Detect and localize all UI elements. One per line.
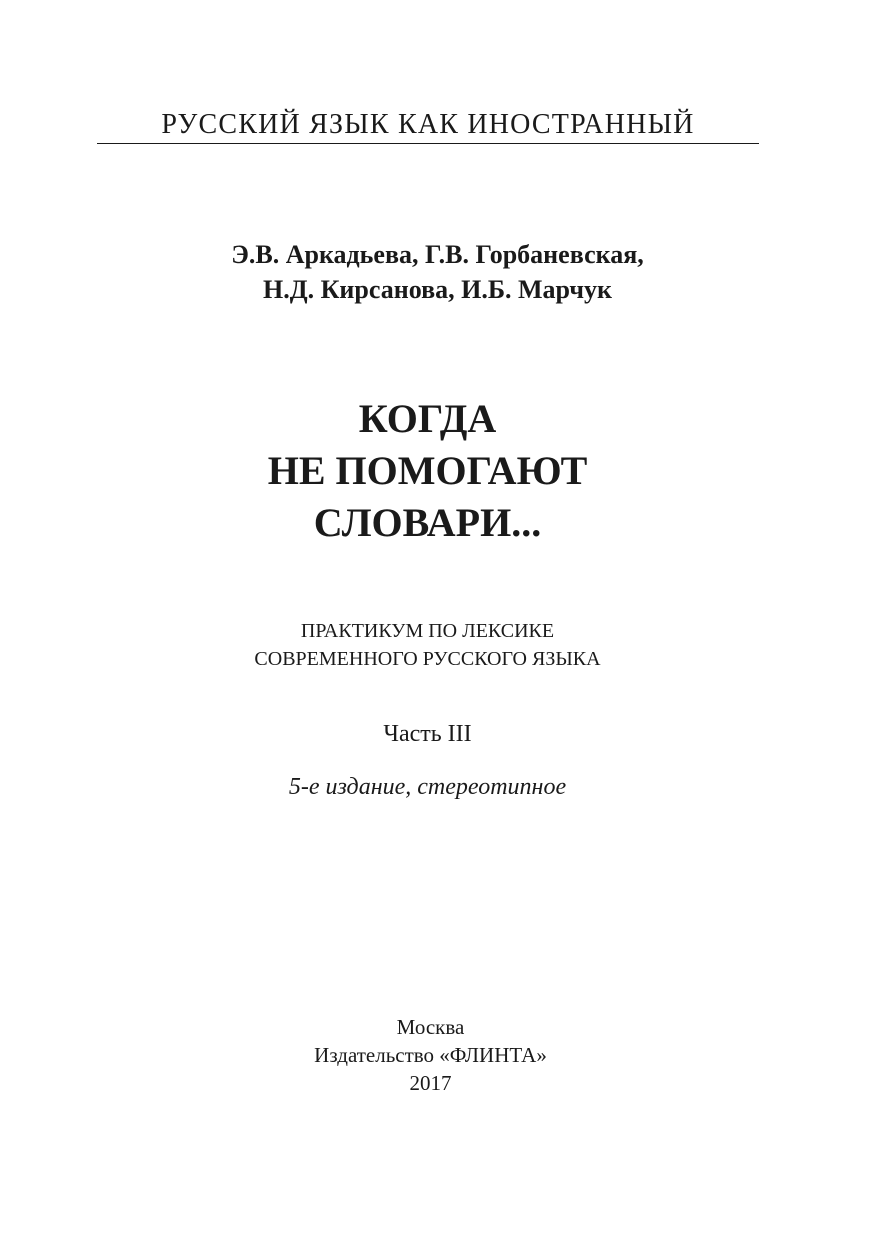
authors-block xyxy=(0,237,875,307)
imprint-block xyxy=(0,1013,861,1097)
subtitle-line-2: СОВРЕМЕННОГО РУССКОГО ЯЗЫКА xyxy=(254,648,601,670)
authors-line-2: Н.Д. Кирсанова, И.Б. Марчук xyxy=(262,275,613,304)
imprint-publisher: Издательство «ФЛИНТА» xyxy=(314,1043,547,1067)
book-title xyxy=(0,393,855,549)
title-line-3: СЛОВАРИ... xyxy=(313,500,542,545)
series-heading: РУССКИЙ ЯЗЫК КАК ИНОСТРАННЫЙ xyxy=(161,109,695,140)
part-number: Часть III xyxy=(383,721,472,747)
edition-note: 5-е издание, стереотипное xyxy=(288,774,567,800)
authors-line-1: Э.В. Аркадьева, Г.В. Горбаневская, xyxy=(231,240,644,269)
title-line-1: КОГДА xyxy=(358,396,497,441)
title-line-2: НЕ ПОМОГАЮТ xyxy=(267,448,588,493)
imprint-city: Москва xyxy=(396,1015,465,1039)
series-divider xyxy=(97,143,759,144)
imprint-year: 2017 xyxy=(409,1071,452,1095)
book-subtitle xyxy=(0,617,855,673)
subtitle-line-1: ПРАКТИКУМ ПО ЛЕКСИКЕ xyxy=(300,620,555,642)
